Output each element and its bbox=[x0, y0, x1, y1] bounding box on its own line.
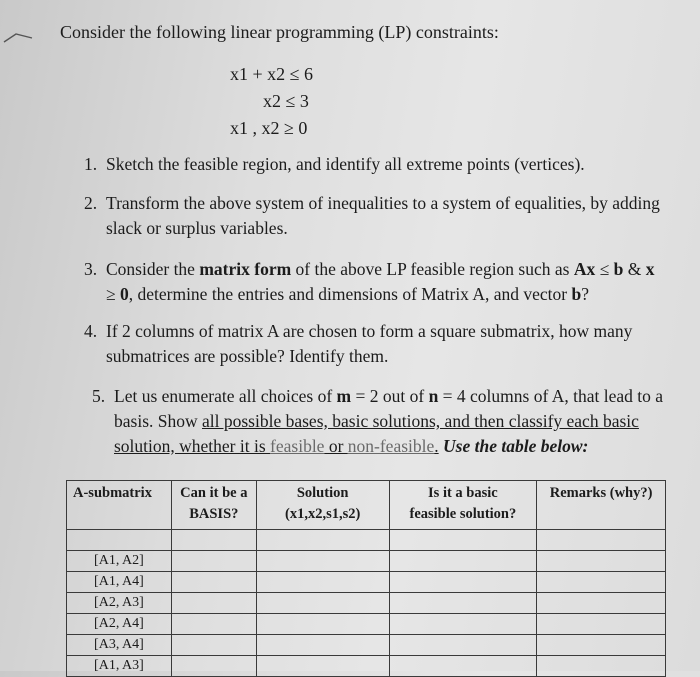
question-text: Transform the above system of inequalities to a system of equalities, by adding slack or surplus variables. bbox=[106, 193, 660, 238]
basis-cell[interactable] bbox=[171, 614, 256, 635]
submatrix-cell: [A1, A3] bbox=[67, 656, 172, 677]
solution-cell[interactable] bbox=[256, 572, 389, 593]
submatrix-cell: [A1, A4] bbox=[67, 572, 172, 593]
remarks-cell[interactable] bbox=[537, 572, 666, 593]
constraint-1: x1 + x2 ≤ 6 bbox=[230, 64, 314, 84]
table-row bbox=[67, 551, 666, 572]
question-4 bbox=[84, 319, 664, 369]
question-text: Sketch the feasible region, and identify all extreme points (vertices). bbox=[106, 154, 585, 174]
feasible-cell[interactable] bbox=[389, 551, 537, 572]
column-header-solution: Solution (x1,x2,s1,s2) bbox=[256, 481, 389, 530]
basis-cell[interactable] bbox=[171, 530, 256, 551]
basis-cell[interactable] bbox=[171, 551, 256, 572]
question-text: Consider the matrix form of the above LP feasible region such as Ax ≤ b & x ≥ 0, determine the entries and dimensions of Matrix A, and vector b? bbox=[106, 259, 655, 304]
feasible-cell[interactable] bbox=[389, 593, 537, 614]
question-number: 4. bbox=[84, 321, 98, 341]
column-header-submatrix: A-submatrix bbox=[67, 481, 172, 530]
submatrix-cell: [A2, A3] bbox=[67, 593, 172, 614]
constraint-2: x2 ≤ 3 bbox=[263, 91, 309, 111]
basis-cell[interactable] bbox=[171, 593, 256, 614]
question-5 bbox=[92, 384, 672, 459]
column-header-basis: Can it be a BASIS? bbox=[171, 481, 256, 530]
solution-cell[interactable] bbox=[256, 614, 389, 635]
table-row bbox=[67, 656, 666, 677]
question-2 bbox=[84, 191, 664, 241]
constraint-3: x1 , x2 ≥ 0 bbox=[230, 118, 308, 138]
question-1 bbox=[84, 152, 664, 177]
table-row bbox=[67, 572, 666, 593]
remarks-cell[interactable] bbox=[537, 614, 666, 635]
feasible-cell[interactable] bbox=[389, 530, 537, 551]
remarks-cell[interactable] bbox=[537, 530, 666, 551]
submatrix-cell bbox=[67, 530, 172, 551]
question-number: 2. bbox=[84, 193, 98, 213]
question-text: Let us enumerate all choices of m = 2 out of n = 4 columns of A, that lead to a basis. Show all possible bases, basic solutions, and then classify each basic solution, whether it is feasible or non-feasible. Use the table below: bbox=[114, 386, 663, 456]
feasible-cell[interactable] bbox=[389, 614, 537, 635]
intro-text: Consider the following linear programming (LP) constraints: bbox=[60, 22, 499, 42]
submatrix-cell: [A1, A2] bbox=[67, 551, 172, 572]
pen-mark-icon bbox=[2, 24, 38, 46]
table-header-row bbox=[67, 481, 666, 530]
remarks-cell[interactable] bbox=[537, 656, 666, 677]
table-row bbox=[67, 530, 666, 551]
basis-cell[interactable] bbox=[171, 635, 256, 656]
question-number: 1. bbox=[84, 154, 98, 174]
submatrix-cell: [A3, A4] bbox=[67, 635, 172, 656]
basis-cell[interactable] bbox=[171, 656, 256, 677]
table-row bbox=[67, 593, 666, 614]
question-3 bbox=[84, 257, 664, 307]
question-number: 3. bbox=[84, 259, 98, 279]
solution-cell[interactable] bbox=[256, 593, 389, 614]
solution-cell[interactable] bbox=[256, 530, 389, 551]
feasible-cell[interactable] bbox=[389, 635, 537, 656]
table-row bbox=[67, 614, 666, 635]
table-row bbox=[67, 635, 666, 656]
question-text: If 2 columns of matrix A are chosen to form a square submatrix, how many submatrices are possible? Identify them. bbox=[106, 321, 633, 366]
solution-cell[interactable] bbox=[256, 551, 389, 572]
feasible-cell[interactable] bbox=[389, 572, 537, 593]
feasible-cell[interactable] bbox=[389, 656, 537, 677]
question-number: 5. bbox=[92, 386, 106, 406]
basis-table bbox=[66, 480, 666, 677]
remarks-cell[interactable] bbox=[537, 593, 666, 614]
remarks-cell[interactable] bbox=[537, 551, 666, 572]
remarks-cell[interactable] bbox=[537, 635, 666, 656]
column-header-remarks: Remarks (why?) bbox=[537, 481, 666, 530]
column-header-feasible: Is it a basic feasible solution? bbox=[389, 481, 537, 530]
basis-cell[interactable] bbox=[171, 572, 256, 593]
solution-cell[interactable] bbox=[256, 635, 389, 656]
submatrix-cell: [A2, A4] bbox=[67, 614, 172, 635]
solution-cell[interactable] bbox=[256, 656, 389, 677]
